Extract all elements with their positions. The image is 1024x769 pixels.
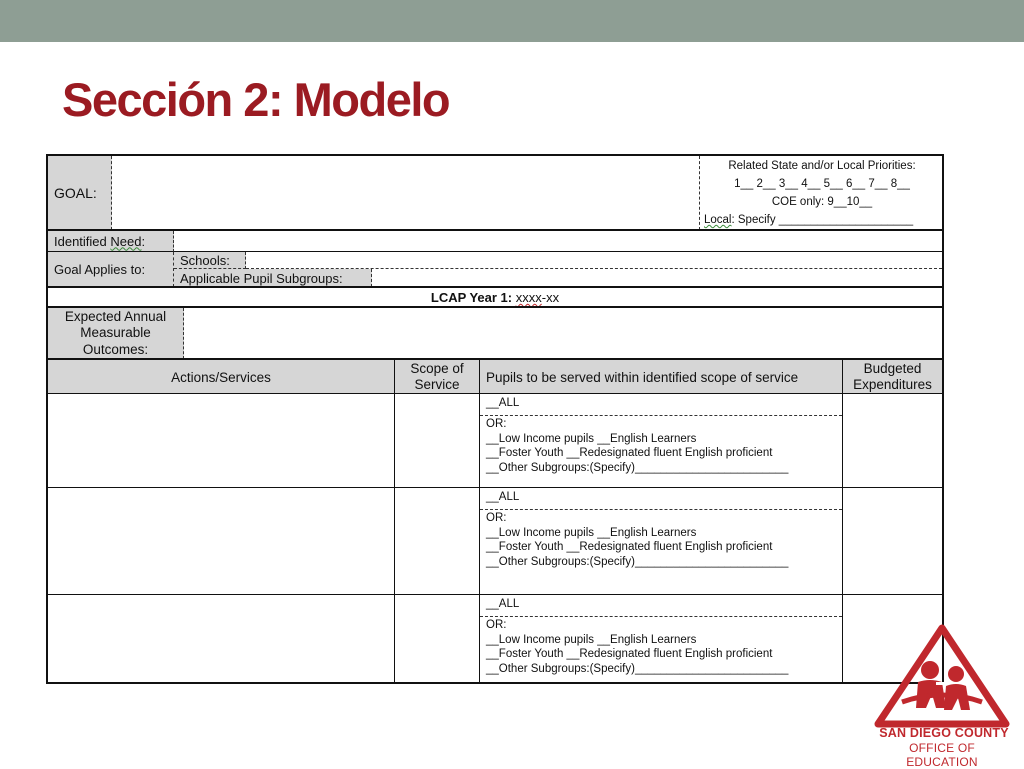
pupils-or-label: OR: xyxy=(486,512,507,524)
subgroups-label: Applicable Pupil Subgroups: xyxy=(174,269,372,287)
lcap-year-value: xxxx xyxy=(515,290,542,305)
priorities-local-specify: : Specify _____________________ xyxy=(731,214,914,226)
goal-label: GOAL: xyxy=(48,156,112,230)
scope-cell[interactable] xyxy=(395,394,480,488)
identified-need-field[interactable] xyxy=(174,231,942,252)
eamo-field[interactable] xyxy=(184,308,942,359)
budget-cell[interactable] xyxy=(843,394,942,488)
slide-title: Sección 2: Modelo xyxy=(62,73,450,126)
lcap-goal-form xyxy=(46,154,944,684)
pupils-cell xyxy=(480,488,843,595)
pupils-all-option[interactable]: __ALL xyxy=(480,394,842,416)
scope-cell[interactable] xyxy=(395,595,480,682)
pupils-cell xyxy=(480,394,843,488)
identified-need-prefix: Identified xyxy=(54,233,107,249)
subgroups-field[interactable] xyxy=(372,269,942,287)
identified-need-word: Need xyxy=(110,233,142,249)
goal-field[interactable] xyxy=(112,156,699,230)
pupils-option-list xyxy=(480,510,842,569)
lcap-year-label: LCAP Year 1: xyxy=(430,290,513,305)
pupils-all-option[interactable]: __ALL xyxy=(480,488,842,510)
budget-cell[interactable] xyxy=(843,488,942,595)
scope-header: Scope of Service xyxy=(395,360,480,394)
schools-label: Schools: xyxy=(174,252,246,269)
pupils-or-label: OR: xyxy=(486,619,507,631)
pupils-or-label: OR: xyxy=(486,418,507,430)
pupils-all-option[interactable]: __ALL xyxy=(480,595,842,617)
priorities-local xyxy=(700,211,944,229)
lcap-year-suffix: -xx xyxy=(541,290,560,305)
pupils-cell xyxy=(480,595,843,682)
pupils-option-other[interactable]: __Other Subgroups:(Specify)________________________ xyxy=(486,461,789,474)
pupils-header: Pupils to be served within identified scope of service xyxy=(480,360,843,394)
action-cell[interactable] xyxy=(48,595,395,682)
scope-cell[interactable] xyxy=(395,488,480,595)
action-cell[interactable] xyxy=(48,488,395,595)
priorities-heading: Related State and/or Local Priorities: xyxy=(728,160,916,172)
pupils-option-foster-rfep[interactable]: __Foster Youth __Redesignated fluent English proficient xyxy=(486,648,773,660)
pupils-option-foster-rfep[interactable]: __Foster Youth __Redesignated fluent English proficient xyxy=(486,447,773,459)
pupils-option-foster-rfep[interactable]: __Foster Youth __Redesignated fluent English proficient xyxy=(486,541,773,553)
pupils-option-income-el[interactable]: __Low Income pupils __English Learners xyxy=(486,526,697,539)
pupils-option-income-el[interactable]: __Low Income pupils __English Learners xyxy=(486,432,697,445)
priorities-coe: COE only: 9__10__ xyxy=(771,196,873,208)
action-cell[interactable] xyxy=(48,394,395,488)
lcap-year-row xyxy=(48,288,942,307)
top-band xyxy=(0,0,1024,42)
logo-name-line1: SAN DIEGO COUNTY xyxy=(879,726,1009,740)
priorities-numbers: 1__ 2__ 3__ 4__ 5__ 6__ 7__ 8__ xyxy=(734,178,910,190)
eamo-label: Expected Annual Measurable Outcomes: xyxy=(48,308,184,359)
goal-applies-label: Goal Applies to: xyxy=(48,252,174,287)
budget-header: Budgeted Expenditures xyxy=(843,360,942,394)
pupils-option-list xyxy=(480,617,842,676)
pupils-option-other[interactable]: __Other Subgroups:(Specify)________________________ xyxy=(486,555,789,568)
actions-header: Actions/Services xyxy=(48,360,395,394)
priorities-box xyxy=(699,156,944,230)
priorities-local-label: Local xyxy=(704,214,732,226)
pupils-option-list xyxy=(480,416,842,475)
pupils-option-income-el[interactable]: __Low Income pupils __English Learners xyxy=(486,633,697,646)
identified-need-suffix: : xyxy=(141,233,146,249)
logo-name-line2: OFFICE OF EDUCATION xyxy=(906,741,978,769)
pupils-option-other[interactable]: __Other Subgroups:(Specify)________________________ xyxy=(486,662,789,675)
identified-need-label xyxy=(48,231,174,252)
schools-field[interactable] xyxy=(246,252,942,269)
